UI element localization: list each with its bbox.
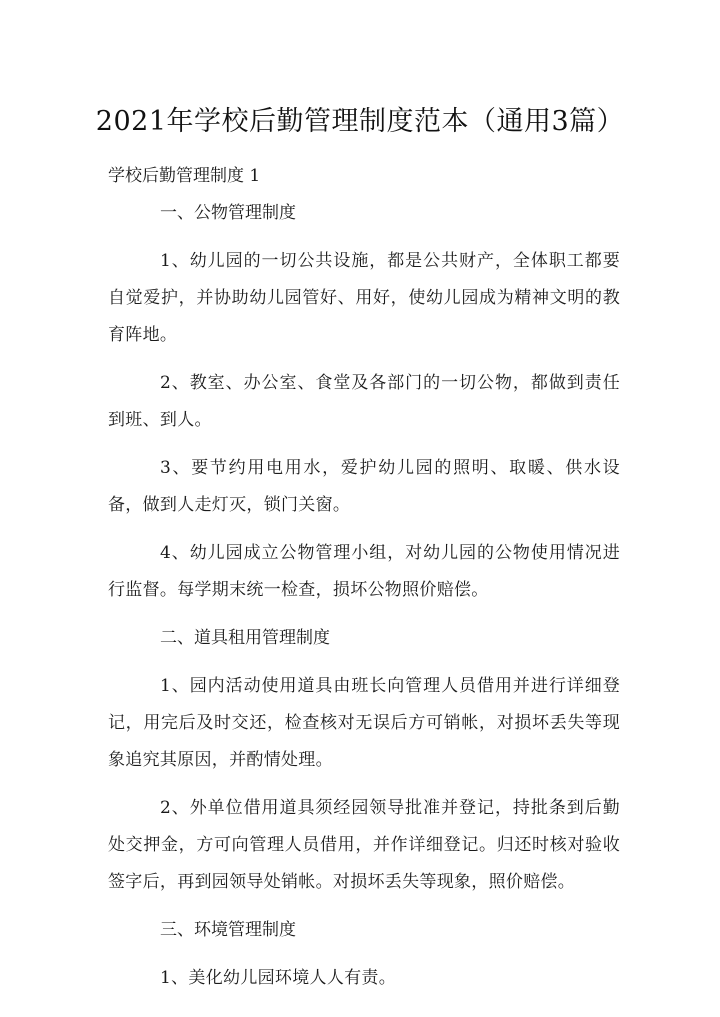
paragraph: 3、要节约用电用水，爱护幼儿园的照明、取暖、供水设备，做到人走灯灭，锁门关窗。 [108,458,620,515]
section-title: 学校后勤管理制度 1 [108,166,261,186]
heading-public-property: 一、公物管理制度 [160,203,296,223]
paragraph: 1、美化幼儿园环境人人有责。 [160,968,397,988]
paragraph: 2、教室、办公室、食堂及各部门的一切公物，都做到责任到班、到人。 [108,373,620,430]
document-body [108,195,620,1008]
heading-environment: 三、环境管理制度 [160,920,296,940]
paragraph: 1、幼儿园的一切公共设施，都是公共财产，全体职工都要自觉爱护，并协助幼儿园管好、用好，使幼儿园成为精神文明的教育阵地。 [108,251,620,345]
paragraph: 1、园内活动使用道具由班长向管理人员借用并进行详细登记，用完后及时交还，检查核对无误后方可销帐，对损坏丢失等现象追究其原因，并酌情处理。 [108,676,620,770]
heading-prop-rental: 二、道具租用管理制度 [160,628,330,648]
paragraph: 2、外单位借用道具须经园领导批准并登记，持批条到后勤处交押金，方可向管理人员借用，并作详细登记。归还时核对验收签字后，再到园领导处销帐。对损坏丢失等现象，照价赔偿。 [108,798,620,892]
paragraph: 4、幼儿园成立公物管理小组，对幼儿园的公物使用情况进行监督。每学期末统一检查，损坏公物照价赔偿。 [108,543,620,600]
document-title: 2021年学校后勤管理制度范本（通用3篇） [95,106,625,137]
